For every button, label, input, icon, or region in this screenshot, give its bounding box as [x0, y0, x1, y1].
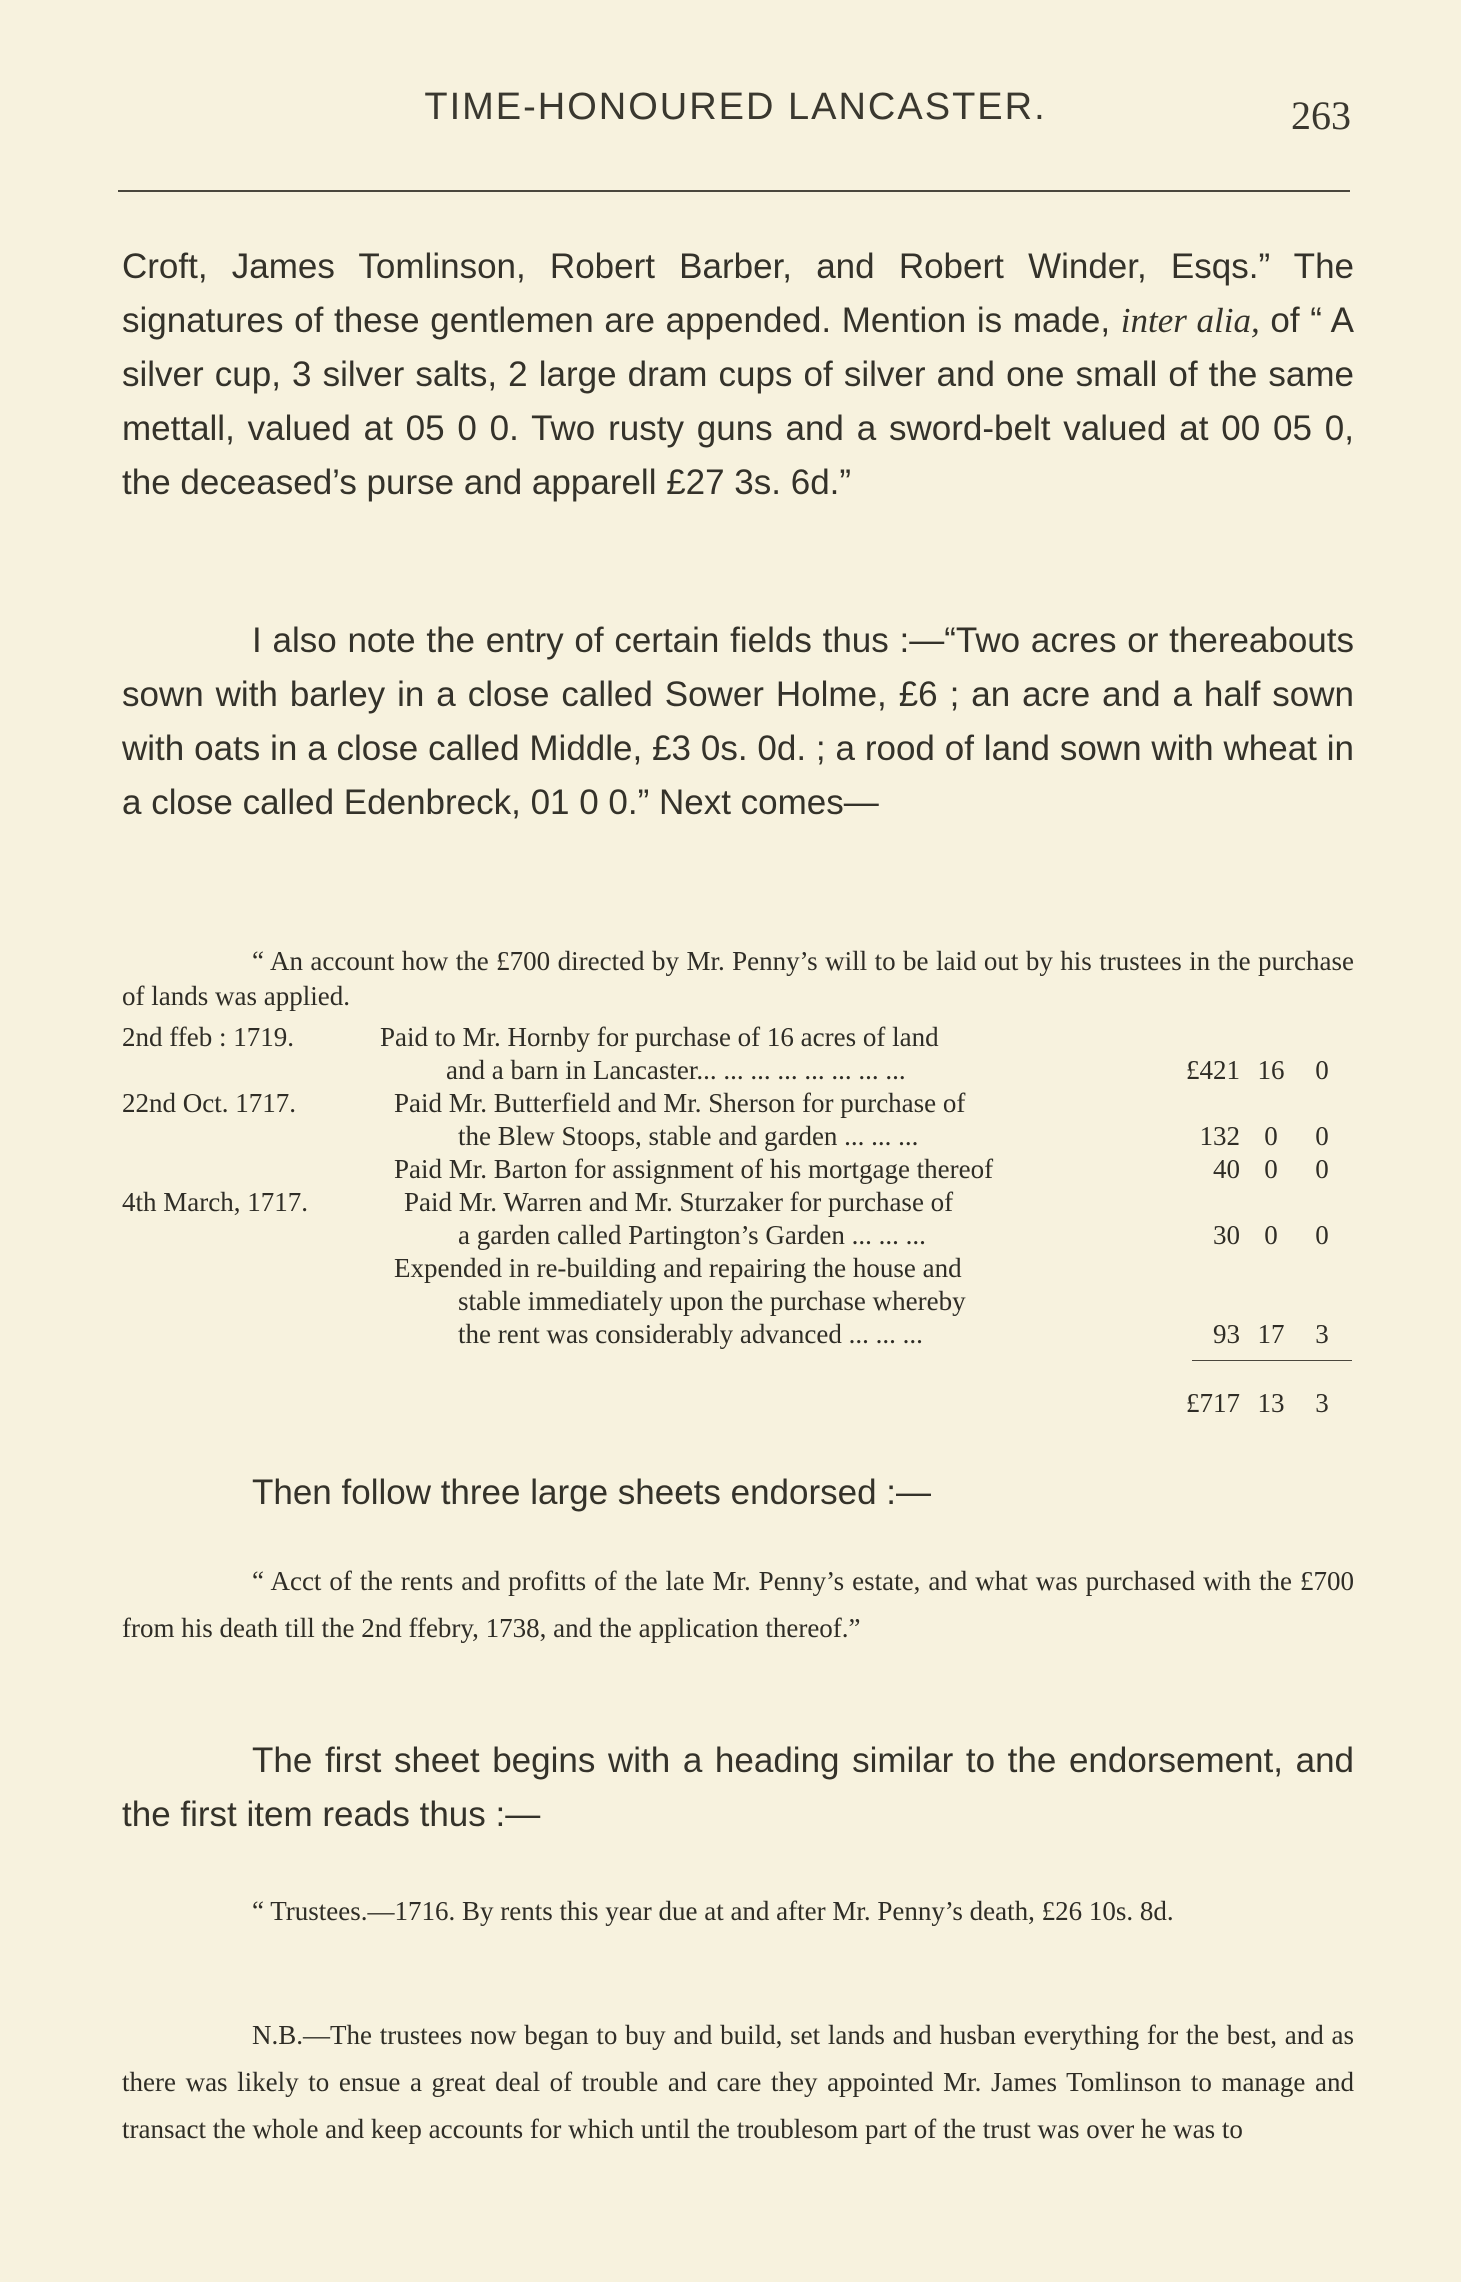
account-block — [122, 944, 1354, 1418]
account-shillings: 0 — [1264, 1121, 1278, 1151]
account-shillings: 17 — [1257, 1319, 1285, 1349]
total-pence: 3 — [1315, 1388, 1329, 1418]
account-desc: the rent was considerably advanced ... ... ... — [458, 1319, 923, 1349]
total-amount: £717 — [1186, 1388, 1240, 1418]
paragraph-2-text: I also note the entry of certain fields thus :—“Two acres or thereabouts sown with barley in a close called Sower Holme, £6 ; an acre and a half sown with oats in a close called Middle, £3 0s. 0d. ; a rood of land sown with wheat in a close called Edenbreck, 01 0 0.” Next comes— — [122, 621, 1354, 822]
paragraph-1-text-end: of “ A silver cup, 3 silver salts, 2 large dram cups of silver and one small of the same mettall, valued at 05 0 0. Two rusty guns and a sword-belt valued at 00 05 0, the deceased’s purse and apparell £27 3s. 6d.” — [122, 301, 1354, 502]
paragraph-2 — [122, 614, 1354, 830]
quote-nb-text: N.B.—The trustees now began to buy and build, set lands and husban everything for the best, and as there was likely to ensue a great deal of trouble and care they appointed Mr. James Tomlinson to manage and transact the whole and keep accounts for which until the troublesom part of the trust was over he was to — [122, 2020, 1354, 2144]
account-desc: Paid Mr. Barton for assignment of his mortgage thereof — [394, 1154, 994, 1184]
paragraph-4 — [122, 1734, 1354, 1842]
account-amount: 93 — [1213, 1319, 1240, 1349]
paragraph-1 — [122, 240, 1354, 510]
account-shillings: 0 — [1264, 1220, 1278, 1250]
account-desc: Paid to Mr. Hornby for purchase of 16 acres of land — [380, 1022, 939, 1052]
account-amount: 30 — [1213, 1220, 1240, 1250]
account-shillings: 0 — [1264, 1154, 1278, 1184]
page-number: 263 — [1291, 93, 1351, 138]
account-amount: 40 — [1213, 1154, 1240, 1184]
account-desc: Paid Mr. Butterfield and Mr. Sherson for purchase of — [394, 1088, 966, 1118]
quote-nb — [122, 2012, 1354, 2153]
quote-trustees — [122, 1886, 1354, 1936]
account-date: 2nd ffeb : 1719. — [122, 1022, 294, 1052]
account-pence: 0 — [1315, 1055, 1329, 1085]
account-date: 4th March, 1717. — [122, 1187, 308, 1217]
account-desc: and a barn in Lancaster... ... ... ... ... ... ... ... — [446, 1055, 906, 1085]
paragraph-1-italic: inter alia, — [1120, 301, 1260, 340]
account-desc: stable immediately upon the purchase whereby — [458, 1286, 966, 1316]
paragraph-1-text: Croft, James Tomlinson, Robert Barber, and Robert Winder, Esqs.” The signatures of these gentlemen are appended. Mention is made, — [122, 247, 1354, 340]
paragraph-4-text: The first sheet begins with a heading similar to the endorsement, and the first item reads thus :— — [122, 1741, 1354, 1834]
account-total — [122, 1386, 1354, 1419]
running-title: TIME-HONOURED LANCASTER. — [424, 86, 1047, 128]
account-pence: 0 — [1315, 1220, 1329, 1250]
account-table — [122, 1020, 1354, 1350]
account-amount: £421 — [1186, 1055, 1240, 1085]
account-desc: a garden called Partington’s Garden ... ... ... — [458, 1220, 926, 1250]
account-amount: 132 — [1199, 1121, 1240, 1151]
paragraph-3 — [122, 1466, 1354, 1520]
account-pence: 0 — [1315, 1154, 1329, 1184]
account-date: 22nd Oct. 1717. — [122, 1088, 296, 1118]
quote-trustees-text: “ Trustees.—1716. By rents this year due at and after Mr. Penny’s death, £26 10s. 8d. — [252, 1896, 1174, 1926]
sum-rule — [1192, 1360, 1352, 1361]
paragraph-3-text: Then follow three large sheets endorsed :— — [252, 1473, 931, 1512]
account-pence: 3 — [1315, 1319, 1329, 1349]
running-header — [120, 82, 1351, 142]
quote-endorsement — [122, 1558, 1354, 1652]
account-desc: Paid Mr. Warren and Mr. Sturzaker for purchase of — [404, 1187, 954, 1217]
account-desc: Expended in re-building and repairing the house and — [394, 1253, 962, 1283]
header-rule — [118, 190, 1350, 192]
account-shillings: 16 — [1257, 1055, 1285, 1085]
total-shillings: 13 — [1257, 1388, 1285, 1418]
quote-endorsement-text: “ Acct of the rents and profitts of the late Mr. Penny’s estate, and what was purchased with the £700 from his death till the 2nd ffebry, 1738, and the application thereof.” — [122, 1566, 1354, 1643]
account-intro: “ An account how the £700 directed by Mr. Penny’s will to be laid out by his trustees in the purchase of lands was applied. — [122, 946, 1354, 1011]
account-desc: the Blew Stoops, stable and garden ... ... ... — [458, 1121, 919, 1151]
account-pence: 0 — [1315, 1121, 1329, 1151]
